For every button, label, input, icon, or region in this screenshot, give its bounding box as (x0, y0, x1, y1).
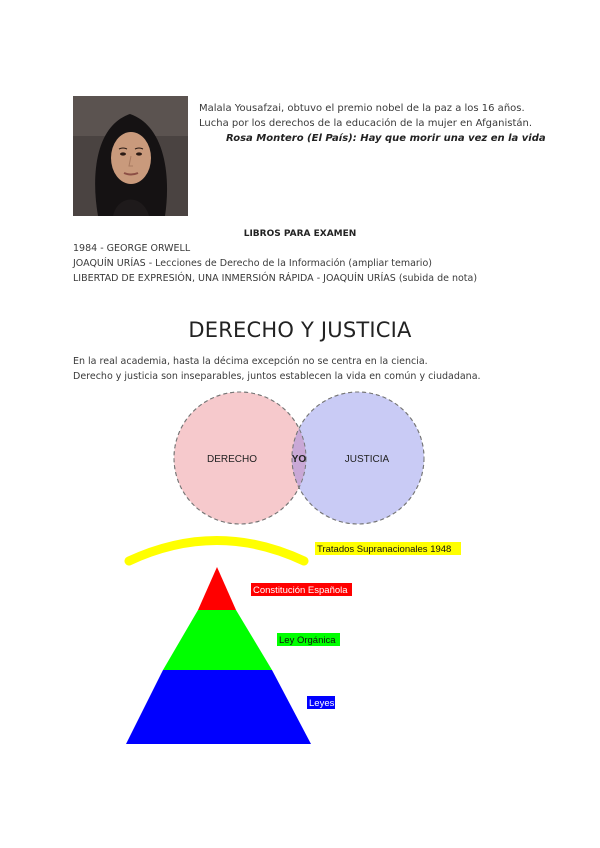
venn-label-derecho: DERECHO (206, 454, 258, 465)
venn-diagram (174, 392, 424, 524)
pyramid-level-leyes (126, 670, 311, 744)
label-leyes: Leyes (309, 698, 335, 709)
section-paragraph-line-1: En la real academia, hasta la décima excepción no se centra en la ciencia. (73, 356, 428, 367)
section-title: DERECHO Y JUSTICIA (188, 318, 412, 342)
pyramid-level-ley-organica (163, 610, 272, 670)
book-item-1: 1984 - GEORGE ORWELL (73, 243, 191, 254)
intro-line-1: Malala Yousafzai, obtuvo el premio nobel de la paz a los 16 años. (199, 103, 525, 114)
pyramid-arc (129, 541, 304, 562)
book-item-2: JOAQUÍN URÍAS - Lecciones de Derecho de la Información (ampliar temario) (73, 258, 432, 269)
venn-label-justicia: JUSTICIA (344, 454, 390, 465)
book-item-3: LIBERTAD DE EXPRESIÓN, UNA INMERSIÓN RÁPIDA - JOAQUÍN URÍAS (subida de nota) (73, 273, 478, 284)
arc-label: Tratados Supranacionales 1948 (317, 544, 452, 555)
section-paragraph-line-2: Derecho y justicia son inseparables, juntos establecen la vida en común y ciudadana. (73, 371, 481, 382)
pyramid-level-constitucion (198, 567, 236, 610)
venn-label-yo: YO (291, 454, 307, 465)
books-heading: LIBROS PARA EXAMEN (243, 229, 357, 239)
label-ley-organica: Ley Orgánica (279, 635, 336, 646)
intro-quote: Rosa Montero (El País): Hay que morir una vez en la vida (226, 133, 546, 144)
hierarchy-pyramid (126, 541, 461, 745)
label-constitucion: Constitución Española (253, 585, 348, 596)
intro-line-2: Lucha por los derechos de la educación de la mujer en Afganistán. (199, 118, 533, 129)
